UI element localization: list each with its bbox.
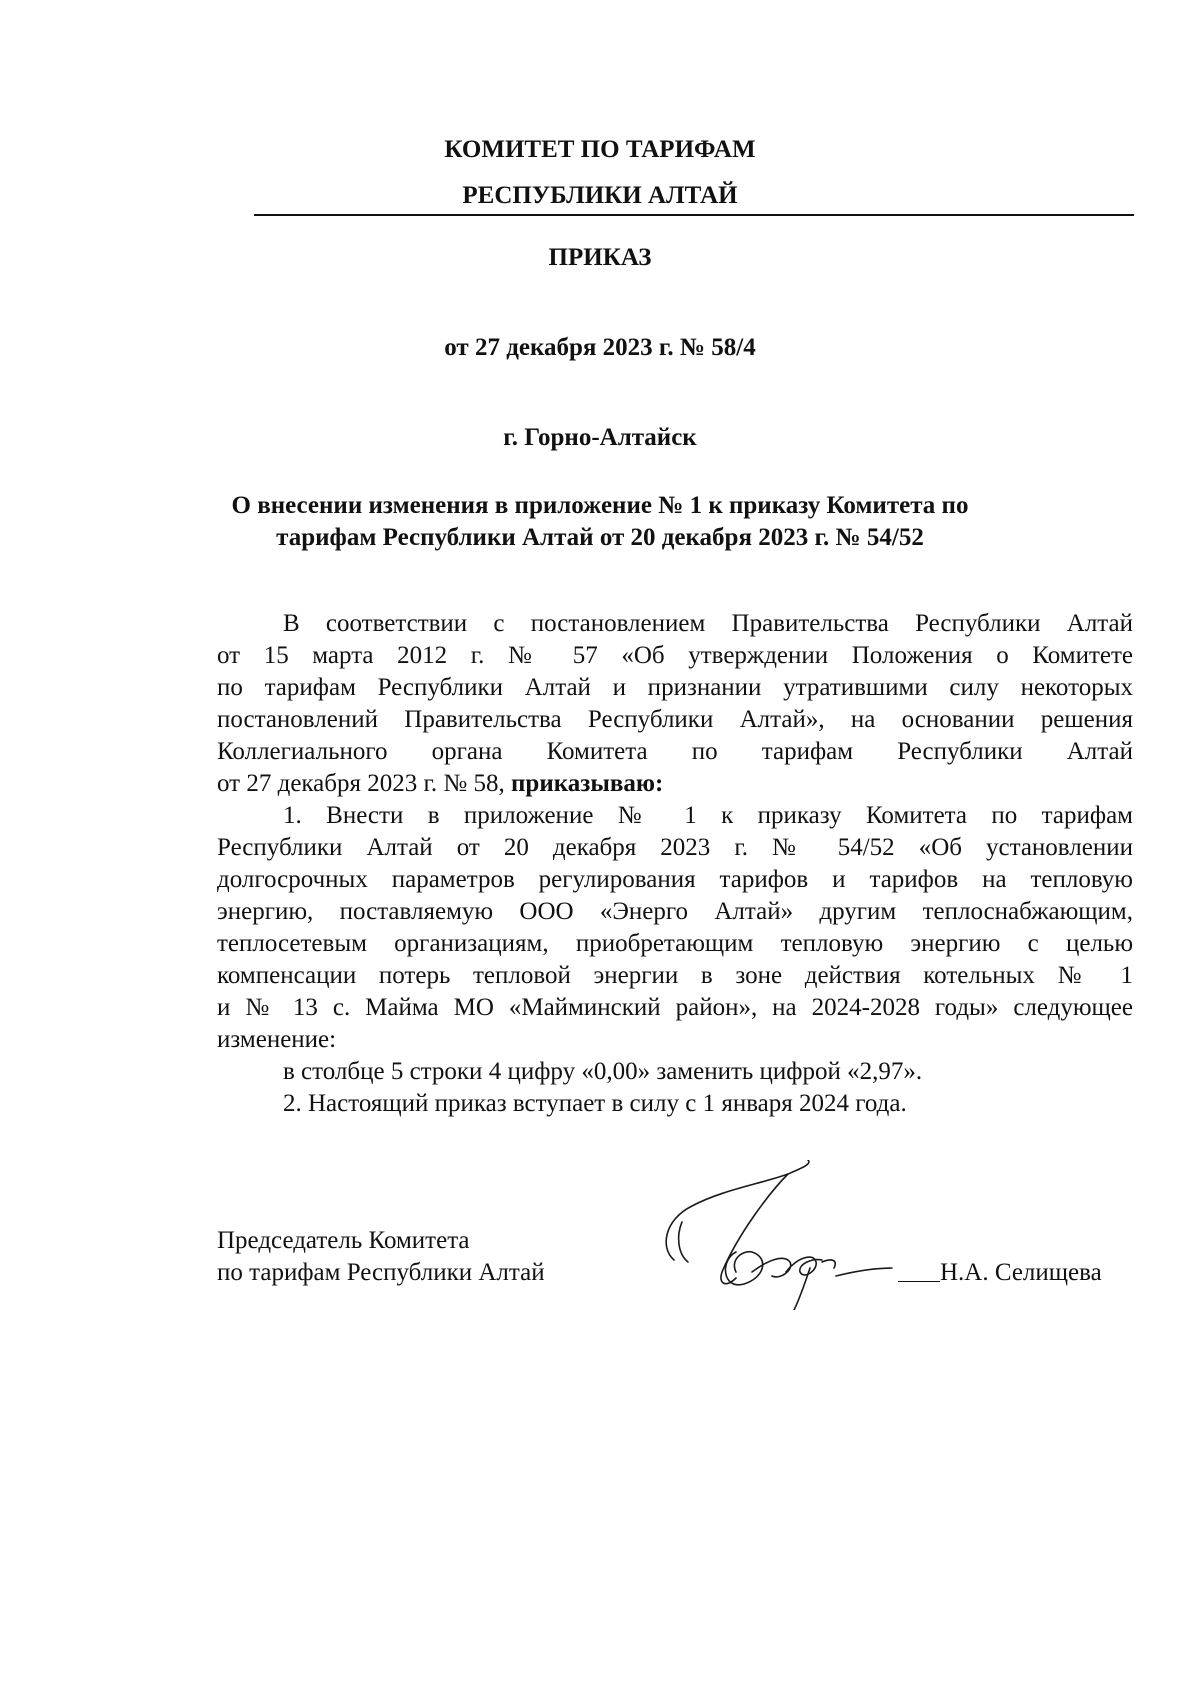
preamble-line: В соответствии с постановлением Правительства Республики Алтай — [283, 610, 1133, 637]
date-number: от 27 декабря 2023 г. № 58/4 — [444, 334, 756, 361]
preamble-line: от 15 марта 2012 г. № 57 «Об утверждении Положения о Комитете — [217, 642, 1133, 669]
signatory-name: Н.А. Селищева — [940, 1259, 1102, 1286]
city: г. Горно-Алтайск — [503, 424, 697, 451]
signatory-title-line1: Председатель Комитета — [217, 1227, 470, 1254]
handwritten-signature — [652, 1160, 902, 1310]
item2: 2. Настоящий приказ вступает в силу с 1 января 2024 года. — [283, 1090, 907, 1117]
signatory-title-line2: по тарифам Республики Алтай — [217, 1259, 545, 1286]
subject-line1: О внесении изменения в приложение № 1 к приказу Комитета по — [231, 492, 969, 519]
header-divider — [254, 214, 1134, 216]
preamble-line: постановлений Правительства Республики Алтай», на основании решения — [217, 706, 1133, 733]
document-type: ПРИКАЗ — [548, 244, 652, 271]
item1-line: энергию, поставляемую ООО «Энерго Алтай» другим теплоснабжающим, — [217, 898, 1133, 925]
item1-line: компенсации потерь тепловой энергии в зоне действия котельных № 1 — [217, 962, 1133, 989]
preamble-line: Коллегиального органа Комитета по тарифам Республики Алтай — [217, 738, 1133, 765]
item1-line: 1. Внести в приложение № 1 к приказу Комитета по тарифам — [283, 802, 1133, 829]
item1-line: Республики Алтай от 20 декабря 2023 г. № 54/52 «Об установлении — [217, 834, 1133, 861]
item1-line: теплосетевым организациям, приобретающим тепловую энергию с целью — [217, 930, 1133, 957]
committee-name-line2: РЕСПУБЛИКИ АЛТАЙ — [462, 182, 738, 209]
subject-line2: тарифам Республики Алтай от 20 декабря 2023 г. № 54/52 — [276, 524, 924, 551]
signature-line — [898, 1281, 940, 1282]
committee-name-line1: КОМИТЕТ ПО ТАРИФАМ — [444, 136, 756, 163]
item1-line: изменение: — [217, 1026, 337, 1053]
preamble-last-line: от 27 декабря 2023 г. № 58, приказываю: — [217, 770, 664, 797]
item1-line: и № 13 с. Майма МО «Майминский район», на 2024-2028 годы» следующее — [217, 994, 1133, 1021]
order-word: приказываю: — [511, 770, 664, 797]
preamble-line: по тарифам Республики Алтай и признании утратившими силу некоторых — [217, 674, 1133, 701]
item1-change: в столбце 5 строки 4 цифру «0,00» заменить цифрой «2,97». — [283, 1058, 923, 1085]
item1-line: долгосрочных параметров регулирования тарифов и тарифов на тепловую — [217, 866, 1133, 893]
